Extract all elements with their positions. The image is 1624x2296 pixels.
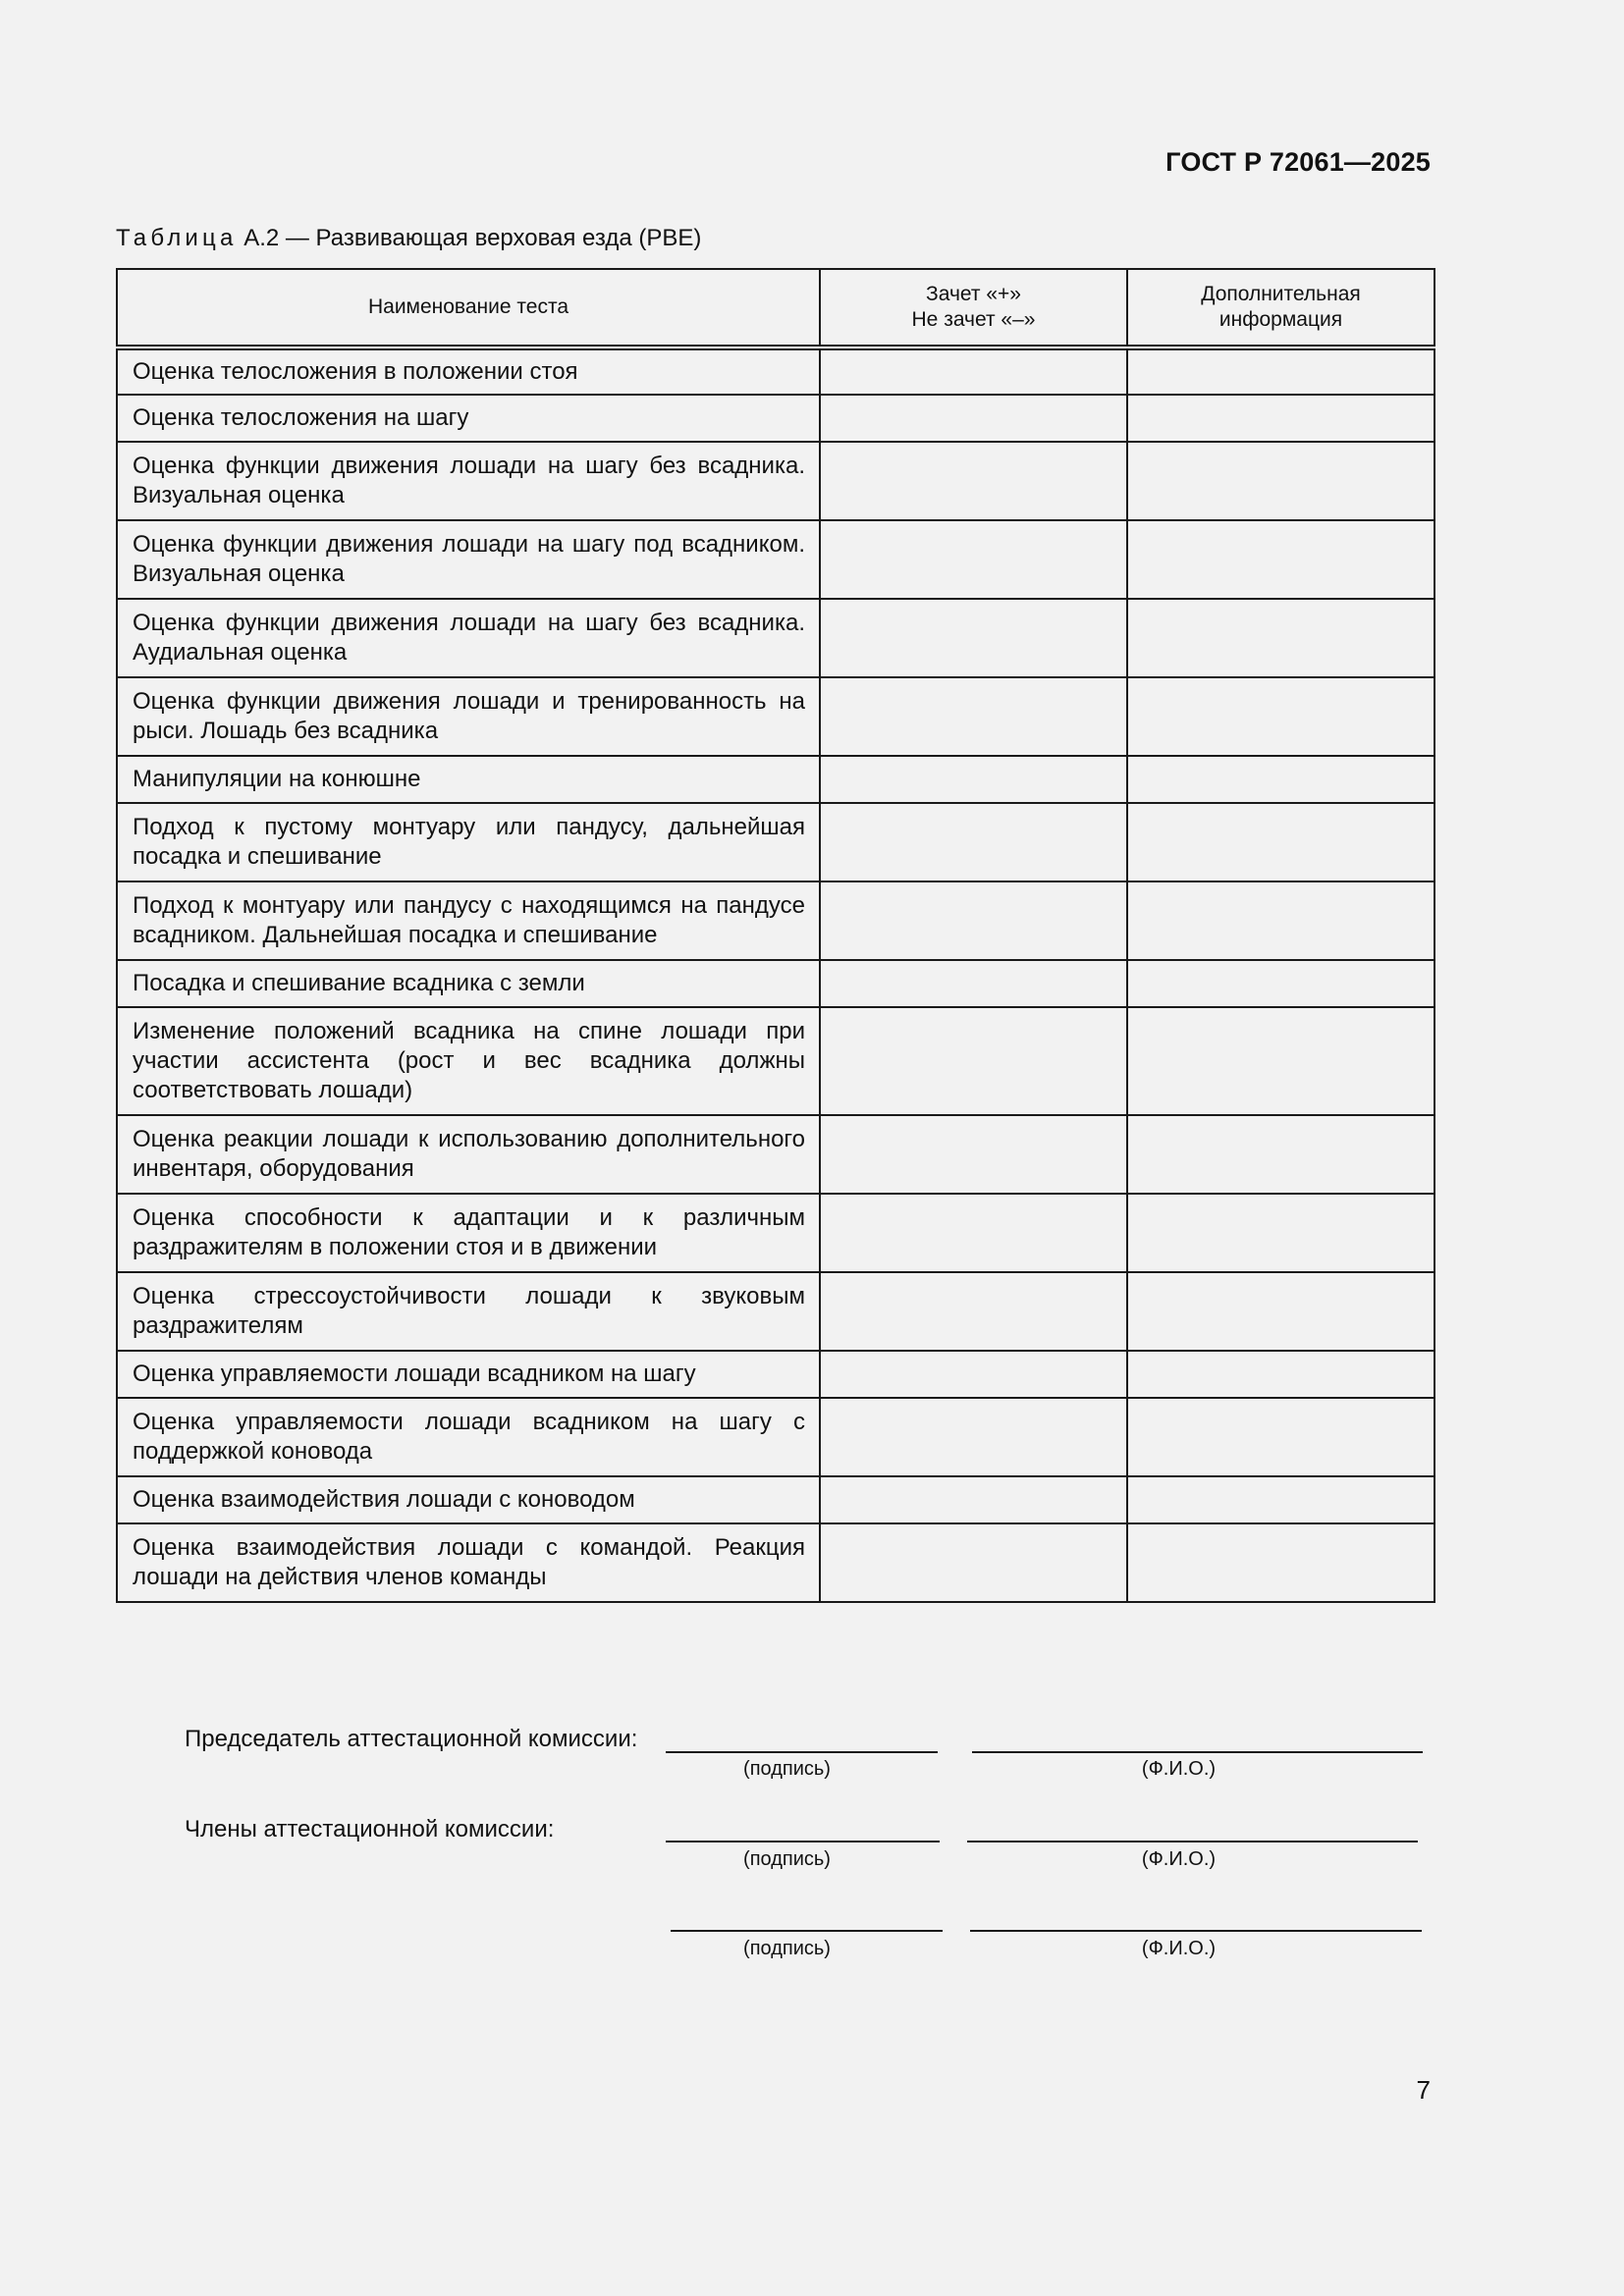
additional-info-cell[interactable] (1127, 1115, 1435, 1194)
additional-info-cell[interactable] (1127, 960, 1435, 1007)
test-name-cell: Оценка управляемости лошади всадником на шагу (117, 1351, 820, 1398)
test-name-cell: Посадка и спешивание всадника с земли (117, 960, 820, 1007)
chair-name-field[interactable] (972, 1751, 1423, 1753)
result-cell[interactable] (820, 677, 1127, 756)
table-row (117, 1398, 1435, 1476)
additional-info-cell[interactable] (1127, 756, 1435, 803)
table-row (117, 1115, 1435, 1194)
table-row (117, 677, 1435, 756)
chair-signature-field[interactable] (666, 1751, 938, 1753)
table-row (117, 1007, 1435, 1115)
additional-info-cell[interactable] (1127, 1272, 1435, 1351)
table-row (117, 756, 1435, 803)
document-code: ГОСТ Р 72061—2025 (1165, 147, 1431, 177)
member1-signature-field[interactable] (666, 1841, 940, 1842)
additional-info-cell[interactable] (1127, 1007, 1435, 1115)
table-row (117, 347, 1435, 395)
table-caption (116, 225, 701, 252)
result-cell[interactable] (820, 1194, 1127, 1272)
test-name-cell: Оценка управляемости лошади всадником на шагу с поддержкой коновода (117, 1398, 820, 1476)
table-row (117, 803, 1435, 881)
table-row (117, 881, 1435, 960)
chair-signature-caption: (подпись) (743, 1758, 831, 1780)
table-row (117, 1194, 1435, 1272)
test-name-cell: Оценка взаимодействия лошади с командой. Реакция лошади на действия членов команды (117, 1523, 820, 1602)
test-name-cell: Изменение положений всадника на спине лошади при участии ассистента (рост и вес всадника должны соответствовать лошади) (117, 1007, 820, 1115)
table-header-row (117, 269, 1435, 347)
header-test-name: Наименование теста (117, 269, 820, 347)
member2-name-field[interactable] (970, 1930, 1422, 1932)
table-row (117, 1476, 1435, 1523)
member1-signature-caption: (подпись) (743, 1848, 831, 1870)
test-name-cell: Манипуляции на конюшне (117, 756, 820, 803)
chair-name-caption: (Ф.И.О.) (1141, 1758, 1217, 1780)
chair-label: Председатель аттестационной комиссии: (185, 1726, 638, 1752)
test-name-cell: Оценка функции движения лошади и тренированность на рыси. Лошадь без всадника (117, 677, 820, 756)
table-row (117, 442, 1435, 520)
header-result: Зачет «+» Не зачет «–» (820, 269, 1127, 347)
result-cell[interactable] (820, 347, 1127, 395)
result-cell[interactable] (820, 395, 1127, 442)
additional-info-cell[interactable] (1127, 1194, 1435, 1272)
additional-info-cell[interactable] (1127, 442, 1435, 520)
additional-info-cell[interactable] (1127, 599, 1435, 677)
result-cell[interactable] (820, 599, 1127, 677)
result-cell[interactable] (820, 1272, 1127, 1351)
test-name-cell: Оценка функции движения лошади на шагу под всадником. Визуальная оценка (117, 520, 820, 599)
table-row (117, 1272, 1435, 1351)
additional-info-cell[interactable] (1127, 1398, 1435, 1476)
result-cell[interactable] (820, 960, 1127, 1007)
test-name-cell: Оценка функции движения лошади на шагу без всадника. Аудиальная оценка (117, 599, 820, 677)
tests-table (116, 268, 1435, 1603)
additional-info-cell[interactable] (1127, 395, 1435, 442)
table-row (117, 960, 1435, 1007)
test-name-cell: Подход к монтуару или пандусу с находящимся на пандусе всадником. Дальнейшая посадка и спешивание (117, 881, 820, 960)
member2-signature-caption: (подпись) (743, 1938, 831, 1959)
table-row (117, 520, 1435, 599)
additional-info-cell[interactable] (1127, 1351, 1435, 1398)
result-cell[interactable] (820, 1476, 1127, 1523)
table-caption-label: Таблица (116, 225, 238, 251)
result-cell[interactable] (820, 881, 1127, 960)
result-cell[interactable] (820, 756, 1127, 803)
test-name-cell: Оценка стрессоустойчивости лошади к звуковым раздражителям (117, 1272, 820, 1351)
result-cell[interactable] (820, 520, 1127, 599)
test-name-cell: Оценка способности к адаптации и к различным раздражителям в положении стоя и в движении (117, 1194, 820, 1272)
test-name-cell: Оценка реакции лошади к использованию дополнительного инвентаря, оборудования (117, 1115, 820, 1194)
additional-info-cell[interactable] (1127, 1476, 1435, 1523)
table-row (117, 395, 1435, 442)
test-name-cell: Оценка телосложения в положении стоя (117, 347, 820, 395)
table-body (117, 347, 1435, 1602)
member2-name-caption: (Ф.И.О.) (1141, 1938, 1217, 1959)
member1-name-caption: (Ф.И.О.) (1141, 1848, 1217, 1870)
table-row (117, 1523, 1435, 1602)
result-cell[interactable] (820, 1115, 1127, 1194)
result-cell[interactable] (820, 442, 1127, 520)
table-row (117, 599, 1435, 677)
result-cell[interactable] (820, 1007, 1127, 1115)
header-additional-info: Дополнительная информация (1127, 269, 1435, 347)
result-cell[interactable] (820, 1351, 1127, 1398)
result-cell[interactable] (820, 803, 1127, 881)
result-cell[interactable] (820, 1523, 1127, 1602)
page-number: 7 (1416, 2075, 1431, 2105)
table-caption-text: А.2 — Развивающая верховая езда (РВЕ) (244, 225, 702, 251)
member2-signature-field[interactable] (671, 1930, 943, 1932)
member1-name-field[interactable] (967, 1841, 1418, 1842)
result-cell[interactable] (820, 1398, 1127, 1476)
additional-info-cell[interactable] (1127, 1523, 1435, 1602)
members-label: Члены аттестационной комиссии: (185, 1816, 555, 1842)
test-name-cell: Оценка взаимодействия лошади с коноводом (117, 1476, 820, 1523)
test-name-cell: Оценка функции движения лошади на шагу без всадника. Визуальная оценка (117, 442, 820, 520)
additional-info-cell[interactable] (1127, 803, 1435, 881)
additional-info-cell[interactable] (1127, 347, 1435, 395)
additional-info-cell[interactable] (1127, 677, 1435, 756)
table-row (117, 1351, 1435, 1398)
additional-info-cell[interactable] (1127, 520, 1435, 599)
test-name-cell: Оценка телосложения на шагу (117, 395, 820, 442)
additional-info-cell[interactable] (1127, 881, 1435, 960)
test-name-cell: Подход к пустому монтуару или пандусу, дальнейшая посадка и спешивание (117, 803, 820, 881)
